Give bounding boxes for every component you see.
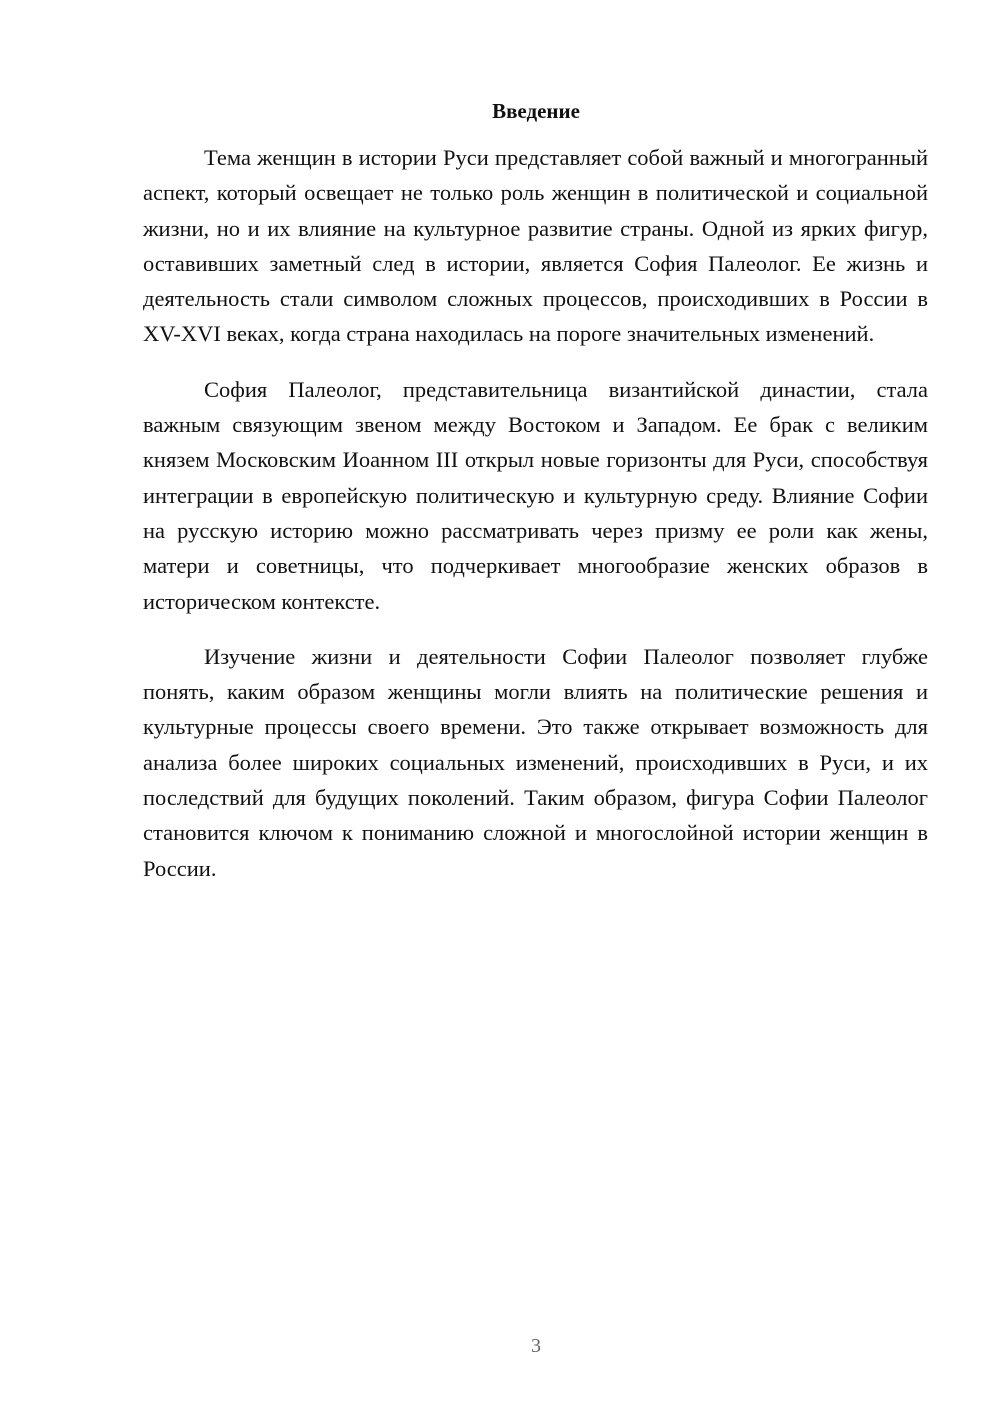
section-heading: Введение bbox=[492, 99, 580, 123]
paragraph-3: Изучение жизни и деятельности Софии Палеолог позволяет глубже понять, каким образом женщины могли влиять на политические решения и культурные процессы своего времени. Это также открывает возможность для анализа более широких социальных изменений, происходивших в Руси, и их последствий для будущих поколений. Таким образом, фигура Софии Палеолог становится ключом к пониманию сложной и многослойной истории женщин в России. bbox=[143, 643, 928, 881]
page-number: 3 bbox=[531, 1335, 541, 1357]
body-text bbox=[143, 140, 928, 906]
paragraph-1: Тема женщин в истории Руси представляет собой важный и многогранный аспект, который освещает не только роль женщин в политической и социальной жизни, но и их влияние на культурное развитие страны. Одной из ярких фигур, оставивших заметный след в истории, является София Палеолог. Ее жизнь и деятельность стали символом сложных процессов, происходивших в России в XV-XVI веках, когда страна находилась на пороге значительных изменений. bbox=[143, 145, 928, 347]
paragraph-2: София Палеолог, представительница византийской династии, стала важным связующим звеном между Востоком и Западом. Ее брак с великим князем Московским Иоанном III открыл новые горизонты для Руси, способствуя интеграции в европейскую политическую и культурную среду. Влияние Софии на русскую историю можно рассматривать через призму ее роли как жены, матери и советницы, что подчеркивает многообразие женских образов в историческом контексте. bbox=[143, 376, 928, 614]
